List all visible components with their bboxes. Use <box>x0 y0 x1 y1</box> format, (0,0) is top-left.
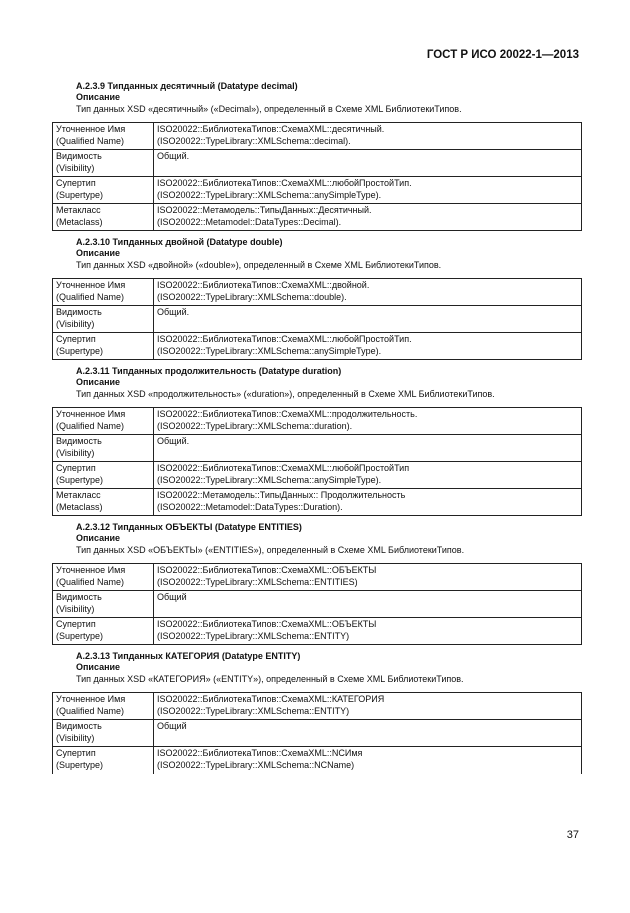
key-en: (Qualified Name) <box>56 705 125 716</box>
row-value <box>154 462 582 489</box>
value-ru: ISO20022::Метамодель::ТипыДанных:: Продолжительность <box>157 490 406 500</box>
key-ru: Видимость <box>56 721 102 731</box>
section-title: А.2.3.9 Типданных десятичный (Datatype decimal) <box>76 81 298 91</box>
row-key <box>53 693 154 720</box>
key-en: (Qualified Name) <box>56 135 125 146</box>
value-ru: Общий. <box>157 307 190 317</box>
key-ru: Уточненное Имя <box>56 124 126 134</box>
value-ru: ISO20022::БиблиотекаТипов::СхемаXML::десятичный. <box>157 124 385 134</box>
value-en: (ISO20022::TypeLibrary::XMLSchema::duration). <box>157 420 353 431</box>
key-ru: Видимость <box>56 436 102 446</box>
section-description: Тип данных XSD «десятичный» («Decimal»), определенный в Схеме XML БиблиотекиТипов. <box>76 104 462 114</box>
value-en: (ISO20022::Metamodel::DataTypes::Decimal). <box>157 216 342 227</box>
row-value <box>154 591 582 618</box>
row-key <box>53 123 154 150</box>
key-en: (Supertype) <box>56 345 104 356</box>
value-ru: ISO20022::БиблиотекаТипов::СхемаXML::NCИмя <box>157 748 363 758</box>
row-value <box>154 693 582 720</box>
row-key <box>53 150 154 177</box>
row-value <box>154 279 582 306</box>
definition-table <box>52 407 582 516</box>
section-duration <box>52 366 582 516</box>
table-row <box>53 693 582 720</box>
table-row <box>53 591 582 618</box>
value-ru: ISO20022::БиблиотекаТипов::СхемаXML::КАТЕГОРИЯ <box>157 694 385 704</box>
value-en: (ISO20022::TypeLibrary::XMLSchema::anySimpleType). <box>157 474 382 485</box>
table-row <box>53 123 582 150</box>
key-ru: Уточненное Имя <box>56 694 126 704</box>
row-key <box>53 489 154 516</box>
row-value <box>154 747 582 774</box>
table-row <box>53 720 582 747</box>
key-ru: Супертип <box>56 463 96 473</box>
row-key <box>53 747 154 774</box>
section-description: Тип данных XSD «КАТЕГОРИЯ» («ENTITY»), определенный в Схеме XML БиблиотекиТипов. <box>76 674 464 684</box>
value-ru: Общий <box>157 721 187 731</box>
row-value <box>154 435 582 462</box>
section-subtitle: Описание <box>76 92 121 102</box>
key-en: (Supertype) <box>56 189 104 200</box>
document-body <box>52 81 582 780</box>
key-en: (Visibility) <box>56 318 95 329</box>
key-en: (Visibility) <box>56 447 95 458</box>
section-subtitle: Описание <box>76 533 121 543</box>
key-en: (Visibility) <box>56 732 95 743</box>
value-ru: ISO20022::БиблиотекаТипов::СхемаXML::любойПростойТип. <box>157 334 412 344</box>
table-row <box>53 333 582 360</box>
value-en: (ISO20022::TypeLibrary::XMLSchema::ENTITY) <box>157 705 350 716</box>
table-row <box>53 462 582 489</box>
value-en: (ISO20022::TypeLibrary::XMLSchema::anySimpleType). <box>157 345 382 356</box>
section-decimal <box>52 81 582 231</box>
definition-table <box>52 692 582 774</box>
row-value <box>154 177 582 204</box>
key-en: (Visibility) <box>56 603 95 614</box>
value-ru: Общий. <box>157 436 190 446</box>
document-header: ГОСТ Р ИСО 20022-1—2013 <box>426 49 579 61</box>
value-ru: ISO20022::БиблиотекаТипов::СхемаXML::ОБЪЕКТЫ <box>157 565 377 575</box>
table-row <box>53 408 582 435</box>
row-key <box>53 408 154 435</box>
row-key <box>53 591 154 618</box>
section-title: А.2.3.13 Типданных КАТЕГОРИЯ (Datatype ENTITY) <box>76 651 301 661</box>
table-row <box>53 177 582 204</box>
value-ru: ISO20022::БиблиотекаТипов::СхемаXML::любойПростойТип. <box>157 178 412 188</box>
row-value <box>154 204 582 231</box>
key-ru: Супертип <box>56 619 96 629</box>
key-ru: Супертип <box>56 748 96 758</box>
table-row <box>53 564 582 591</box>
row-value <box>154 333 582 360</box>
value-en: (ISO20022::TypeLibrary::XMLSchema::double). <box>157 291 347 302</box>
page-number: 37 <box>566 829 579 841</box>
value-en: (ISO20022::TypeLibrary::XMLSchema::anySimpleType). <box>157 189 382 200</box>
key-en: (Supertype) <box>56 630 104 641</box>
definition-table <box>52 278 582 360</box>
section-title: А.2.3.11 Типданных продолжительность (Datatype duration) <box>76 366 342 376</box>
key-en: (Qualified Name) <box>56 576 125 587</box>
value-en: (ISO20022::TypeLibrary::XMLSchema::ENTITY) <box>157 630 350 641</box>
definition-table <box>52 563 582 645</box>
key-en: (Visibility) <box>56 162 95 173</box>
value-ru: Общий. <box>157 151 190 161</box>
key-ru: Уточненное Имя <box>56 409 126 419</box>
section-subtitle: Описание <box>76 377 121 387</box>
section-entities <box>52 522 582 645</box>
section-entity <box>52 651 582 774</box>
section-title: А.2.3.10 Типданных двойной (Datatype double) <box>76 237 283 247</box>
row-value <box>154 123 582 150</box>
row-value <box>154 150 582 177</box>
value-en: (ISO20022::Metamodel::DataTypes::Duration). <box>157 501 343 512</box>
table-row <box>53 435 582 462</box>
table-row <box>53 747 582 774</box>
key-ru: Супертип <box>56 178 96 188</box>
row-key <box>53 462 154 489</box>
value-en: (ISO20022::TypeLibrary::XMLSchema::ENTITIES) <box>157 576 358 587</box>
key-ru: Метакласс <box>56 490 101 500</box>
key-en: (Metaclass) <box>56 501 103 512</box>
row-key <box>53 279 154 306</box>
section-subtitle: Описание <box>76 662 121 672</box>
key-ru: Видимость <box>56 307 102 317</box>
value-ru: ISO20022::БиблиотекаТипов::СхемаXML::продолжительность. <box>157 409 418 419</box>
key-ru: Уточненное Имя <box>56 565 126 575</box>
row-key <box>53 564 154 591</box>
section-title: А.2.3.12 Типданных ОБЪЕКТЫ (Datatype ENTITIES) <box>76 522 302 532</box>
key-ru: Супертип <box>56 334 96 344</box>
row-key <box>53 177 154 204</box>
row-key <box>53 306 154 333</box>
value-ru: ISO20022::Метамодель::ТипыДанных::Десятичный. <box>157 205 372 215</box>
row-value <box>154 489 582 516</box>
row-value <box>154 564 582 591</box>
key-en: (Supertype) <box>56 474 104 485</box>
value-ru: ISO20022::БиблиотекаТипов::СхемаXML::ОБЪЕКТЫ <box>157 619 377 629</box>
value-ru: ISO20022::БиблиотекаТипов::СхемаXML::двойной. <box>157 280 370 290</box>
section-description: Тип данных XSD «двойной» («double»), определенный в Схеме XML БиблиотекиТипов. <box>76 260 442 270</box>
definition-table <box>52 122 582 231</box>
section-double <box>52 237 582 360</box>
row-key <box>53 333 154 360</box>
key-ru: Видимость <box>56 592 102 602</box>
table-row <box>53 618 582 645</box>
table-row <box>53 489 582 516</box>
value-ru: ISO20022::БиблиотекаТипов::СхемаXML::любойПростойТип <box>157 463 410 473</box>
key-en: (Qualified Name) <box>56 291 125 302</box>
row-value <box>154 720 582 747</box>
value-en: (ISO20022::TypeLibrary::XMLSchema::NCName) <box>157 759 355 770</box>
row-value <box>154 618 582 645</box>
row-key <box>53 204 154 231</box>
key-en: (Metaclass) <box>56 216 103 227</box>
value-en: (ISO20022::TypeLibrary::XMLSchema::decimal). <box>157 135 351 146</box>
key-ru: Метакласс <box>56 205 101 215</box>
section-subtitle: Описание <box>76 248 121 258</box>
key-ru: Видимость <box>56 151 102 161</box>
row-key <box>53 618 154 645</box>
key-en: (Supertype) <box>56 759 104 770</box>
row-value <box>154 306 582 333</box>
section-description: Тип данных XSD «продолжительность» («duration»), определенный в Схеме XML БиблиотекиТипов. <box>76 389 495 399</box>
table-row <box>53 150 582 177</box>
key-ru: Уточненное Имя <box>56 280 126 290</box>
value-ru: Общий <box>157 592 187 602</box>
row-key <box>53 720 154 747</box>
table-row <box>53 279 582 306</box>
table-row <box>53 204 582 231</box>
row-key <box>53 435 154 462</box>
table-row <box>53 306 582 333</box>
key-en: (Qualified Name) <box>56 420 125 431</box>
section-description: Тип данных XSD «ОБЪЕКТЫ» («ENTITIES»), определенный в Схеме XML БиблиотекиТипов. <box>76 545 465 555</box>
row-value <box>154 408 582 435</box>
